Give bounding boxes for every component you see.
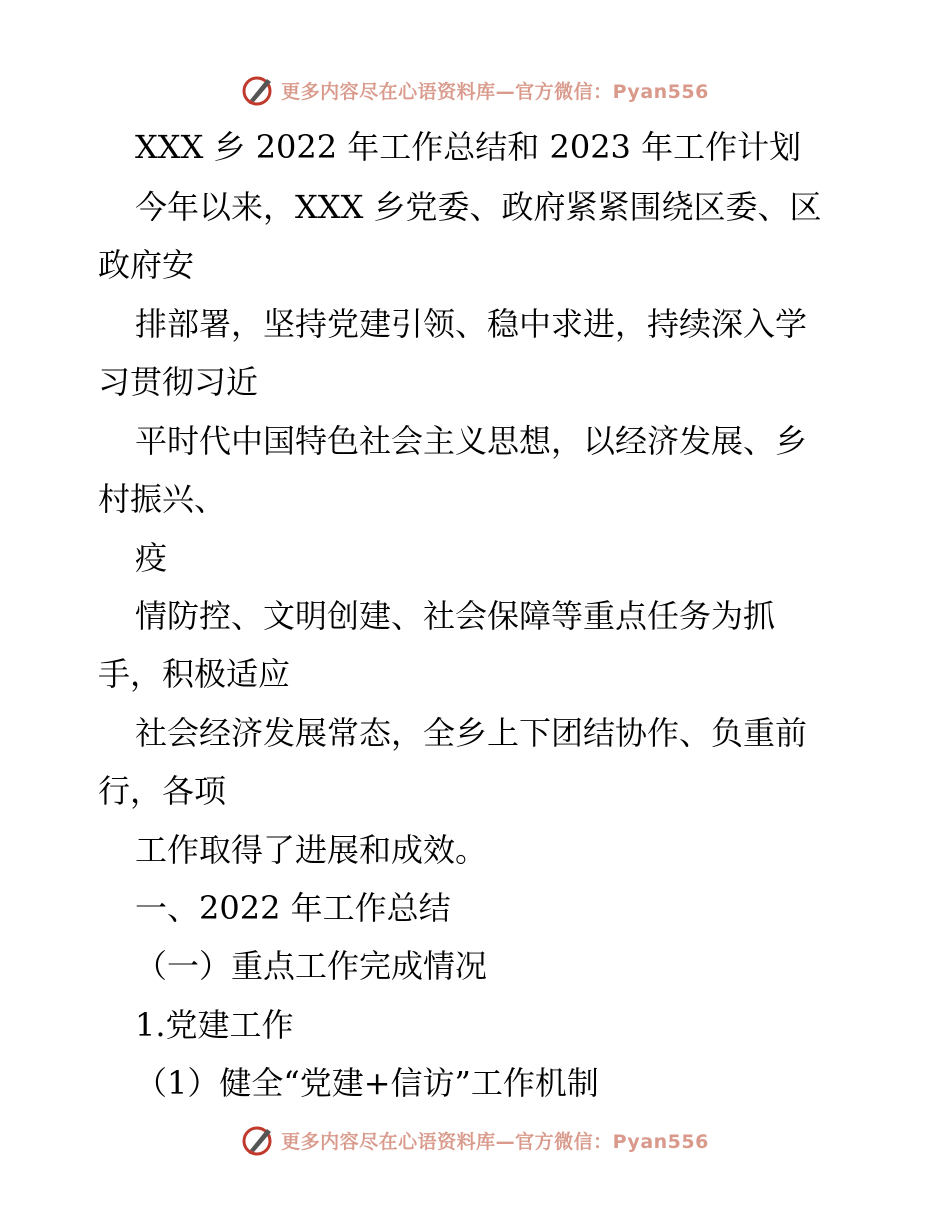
watermark-text: 更多内容尽在心语资料库—官方微信：Pyan556 — [281, 80, 709, 103]
footer-watermark — [0, 1120, 950, 1160]
subsection-heading: （一）重点工作完成情况 — [135, 947, 488, 985]
header-watermark — [0, 70, 950, 110]
paragraph-line: 社会经济发展常态，全乡上下团结协作、负重前 — [135, 714, 808, 752]
pen-logo-icon — [241, 1123, 277, 1157]
paragraph-line: 情防控、文明创建、社会保障等重点任务为抓 — [135, 597, 776, 635]
item-heading: 1.党建工作 — [135, 1006, 294, 1044]
paragraph-line: 政府安 — [98, 246, 195, 284]
section-heading: 一、2022 年工作总结 — [135, 889, 451, 927]
paragraph-line: 排部署，坚持党建引领、稳中求进，持续深入学 — [135, 305, 808, 343]
paragraph-line: 行，各项 — [98, 772, 227, 810]
sub-item-heading: （1）健全“党建+信访”工作机制 — [135, 1064, 599, 1102]
paragraph-line: 平时代中国特色社会主义思想，以经济发展、乡 — [135, 422, 808, 460]
paragraph-line: 今年以来，XXX 乡党委、政府紧紧围绕区委、区 — [135, 188, 822, 226]
paragraph-line: 疫 — [135, 539, 168, 577]
paragraph-line: 工作取得了进展和成效。 — [135, 831, 488, 869]
paragraph-line: 手，积极适应 — [98, 655, 291, 693]
pen-logo-icon — [241, 73, 277, 107]
paragraph-line: 习贯彻习近 — [98, 363, 259, 401]
paragraph-line: 村振兴、 — [98, 480, 227, 518]
watermark-text: 更多内容尽在心语资料库—官方微信：Pyan556 — [281, 1130, 709, 1153]
document-title: XXX 乡 2022 年工作总结和 2023 年工作计划 — [135, 128, 802, 166]
